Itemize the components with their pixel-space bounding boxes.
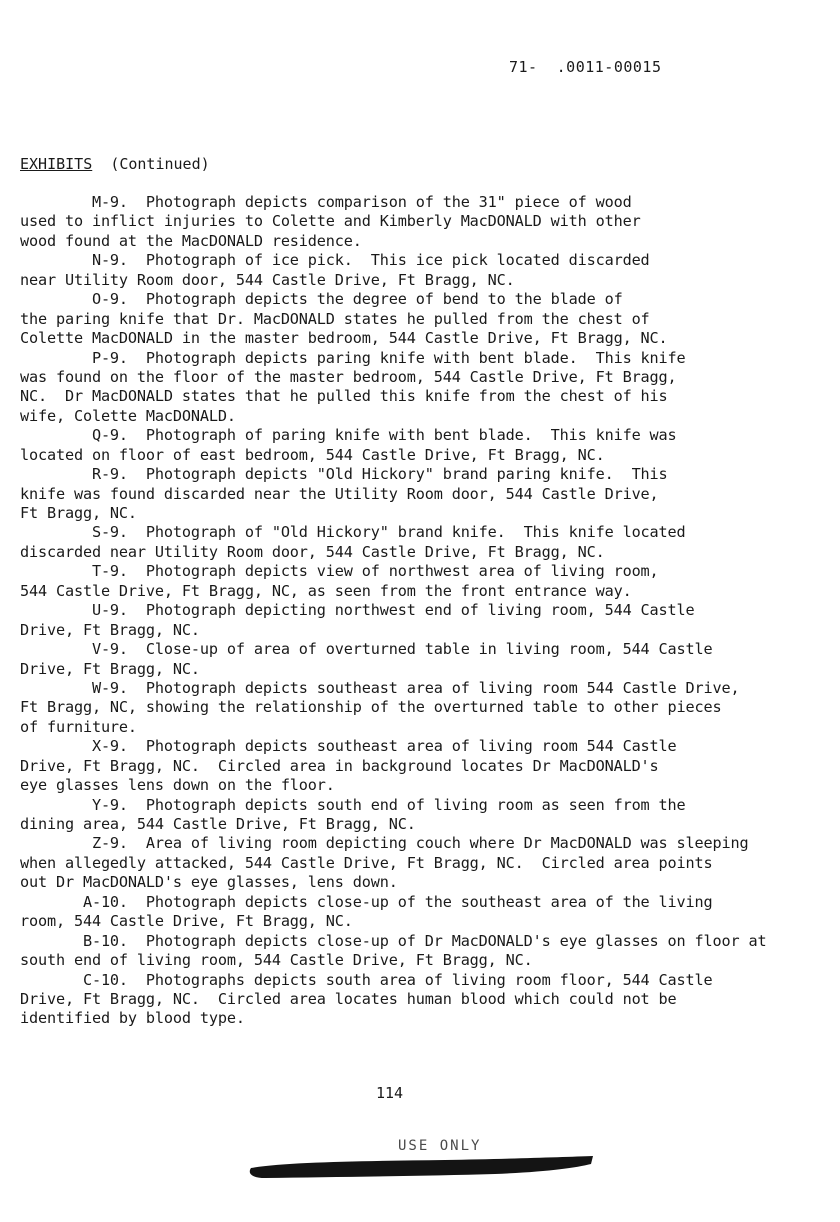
redacted-stamp-text: USE ONLY <box>398 1138 482 1154</box>
text-line: W-9. Photograph depicts southeast area of living room 544 Castle Drive, <box>20 678 740 697</box>
text-line: O-9. Photograph depicts the degree of bend to the blade of <box>20 290 623 309</box>
text-line: out Dr MacDONALD's eye glasses, lens down. <box>20 873 398 892</box>
text-line: M-9. Photograph depicts comparison of the 31" piece of wood <box>20 193 632 211</box>
text-line: wood found at the MacDONALD residence. <box>20 231 362 250</box>
text-line: Y-9. Photograph depicts south end of living room as seen from the <box>20 795 686 814</box>
document-id: 71- .0011-00015 <box>509 58 662 76</box>
text-line: Drive, Ft Bragg, NC. <box>20 620 200 639</box>
text-line: R-9. Photograph depicts "Old Hickory" brand paring knife. This <box>20 465 668 484</box>
text-line: Drive, Ft Bragg, NC. <box>20 659 200 678</box>
text-line: near Utility Room door, 544 Castle Drive, Ft Bragg, NC. <box>20 270 515 289</box>
page-number: 114 <box>376 1084 404 1102</box>
text-line: A-10. Photograph depicts close-up of the southeast area of the living <box>20 892 713 911</box>
text-line: Z-9. Area of living room depicting couch where Dr MacDONALD was sleeping <box>20 834 749 853</box>
text-line: Q-9. Photograph of paring knife with bent blade. This knife was <box>20 426 677 445</box>
text-line: dining area, 544 Castle Drive, Ft Bragg, NC. <box>20 815 416 833</box>
redaction-mark <box>245 1152 595 1180</box>
text-line: B-10. Photograph depicts close-up of Dr MacDONALD's eye glasses on floor at <box>20 931 767 950</box>
text-line: Colette MacDONALD in the master bedroom, 544 Castle Drive, Ft Bragg, NC. <box>20 329 668 348</box>
text-line: U-9. Photograph depicting northwest end of living room, 544 Castle <box>20 601 695 620</box>
text-line: room, 544 Castle Drive, Ft Bragg, NC. <box>20 912 353 931</box>
text-line: Drive, Ft Bragg, NC. Circled area locates human blood which could not be <box>20 989 677 1008</box>
text-line: located on floor of east bedroom, 544 Castle Drive, Ft Bragg, NC. <box>20 445 605 464</box>
exhibit-list <box>20 193 830 1029</box>
redaction-bar <box>245 1152 595 1180</box>
text-line: NC. Dr MacDONALD states that he pulled this knife from the chest of his <box>20 387 668 406</box>
text-line: Ft Bragg, NC. <box>20 504 137 522</box>
text-line: 544 Castle Drive, Ft Bragg, NC, as seen from the front entrance way. <box>20 581 632 600</box>
text-line: N-9. Photograph of ice pick. This ice pick located discarded <box>20 251 650 270</box>
text-line: C-10. Photographs depicts south area of living room floor, 544 Castle <box>20 970 713 989</box>
text-line: Ft Bragg, NC, showing the relationship of the overturned table to other pieces <box>20 698 722 717</box>
text-line: identified by blood type. <box>20 1009 245 1028</box>
text-line: knife was found discarded near the Utility Room door, 544 Castle Drive, <box>20 484 659 503</box>
text-line: the paring knife that Dr. MacDONALD states he pulled from the chest of <box>20 309 650 328</box>
text-line: was found on the floor of the master bedroom, 544 Castle Drive, Ft Bragg, <box>20 367 677 386</box>
text-line: eye glasses lens down on the floor. <box>20 776 335 795</box>
text-line: of furniture. <box>20 717 137 736</box>
text-line: X-9. Photograph depicts southeast area of living room 544 Castle <box>20 737 677 756</box>
text-line: Drive, Ft Bragg, NC. Circled area in background locates Dr MacDONALD's <box>20 756 659 775</box>
section-heading <box>20 155 210 173</box>
text-line: V-9. Close-up of area of overturned table in living room, 544 Castle <box>20 640 713 659</box>
section-title: EXHIBITS <box>20 155 93 173</box>
text-line: S-9. Photograph of "Old Hickory" brand knife. This knife located <box>20 523 686 542</box>
text-line: T-9. Photograph depicts view of northwest area of living room, <box>20 562 659 581</box>
text-line: used to inflict injuries to Colette and Kimberly MacDONALD with other <box>20 212 641 231</box>
text-line: when allegedly attacked, 544 Castle Drive, Ft Bragg, NC. Circled area points <box>20 853 713 872</box>
text-line: south end of living room, 544 Castle Drive, Ft Bragg, NC. <box>20 951 533 970</box>
text-line: discarded near Utility Room door, 544 Castle Drive, Ft Bragg, NC. <box>20 542 605 561</box>
text-line: P-9. Photograph depicts paring knife with bent blade. This knife <box>20 348 686 367</box>
text-line: wife, Colette MacDONALD. <box>20 406 236 425</box>
section-subtitle: (Continued) <box>110 155 210 173</box>
